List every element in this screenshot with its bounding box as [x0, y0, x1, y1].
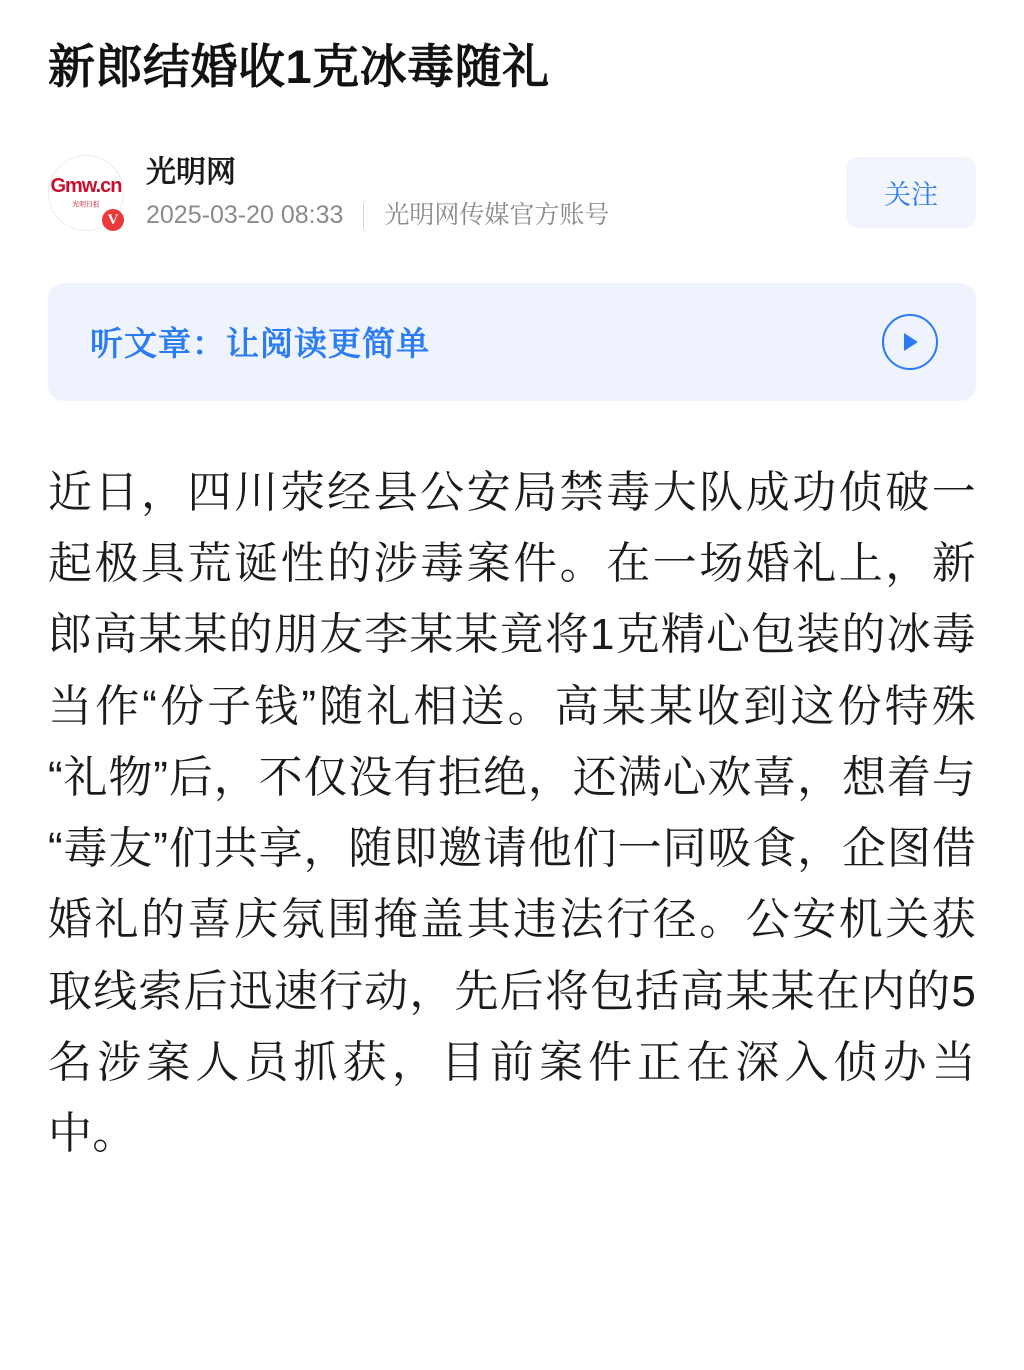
listen-article-banner[interactable]: [48, 283, 976, 401]
article-paragraph: 近日，四川荥经县公安局禁毒大队成功侦破一起极具荒诞性的涉毒案件。在一场婚礼上，新郎高某某的朋友李某某竟将1克精心包装的冰毒当作“份子钱”随礼相送。高某某收到这份特殊“礼物”后，不仅没有拒绝，还满心欢喜，想着与“毒友”们共享，随即邀请他们一同吸食，企图借婚礼的喜庆氛围掩盖其违法行径。公安机关获取线索后迅速行动，先后将包括高某某在内的5名涉案人员抓获，目前案件正在深入侦办当中。: [48, 467, 976, 1159]
listen-article-label: 听文章：让阅读更简单: [90, 325, 430, 363]
source-row: [48, 155, 976, 231]
source-info: [146, 156, 846, 230]
account-type-label: 光明网传媒官方账号: [384, 201, 610, 230]
follow-button[interactable]: 关注: [846, 157, 976, 228]
publisher-name[interactable]: 光明网: [146, 155, 236, 189]
publisher-logo-subtext: 光明日报: [72, 200, 100, 209]
play-icon[interactable]: [882, 314, 938, 370]
meta-divider: [363, 203, 364, 229]
verified-badge-icon: V: [100, 207, 126, 233]
avatar[interactable]: [48, 155, 124, 231]
publish-meta: [146, 202, 846, 230]
article-body: [48, 457, 976, 1170]
publisher-logo-text: Gmw.cn: [50, 174, 122, 197]
page-title: 新郎结婚收1克冰毒随礼: [48, 40, 550, 93]
publish-timestamp: 2025-03-20 08:33: [146, 201, 344, 230]
